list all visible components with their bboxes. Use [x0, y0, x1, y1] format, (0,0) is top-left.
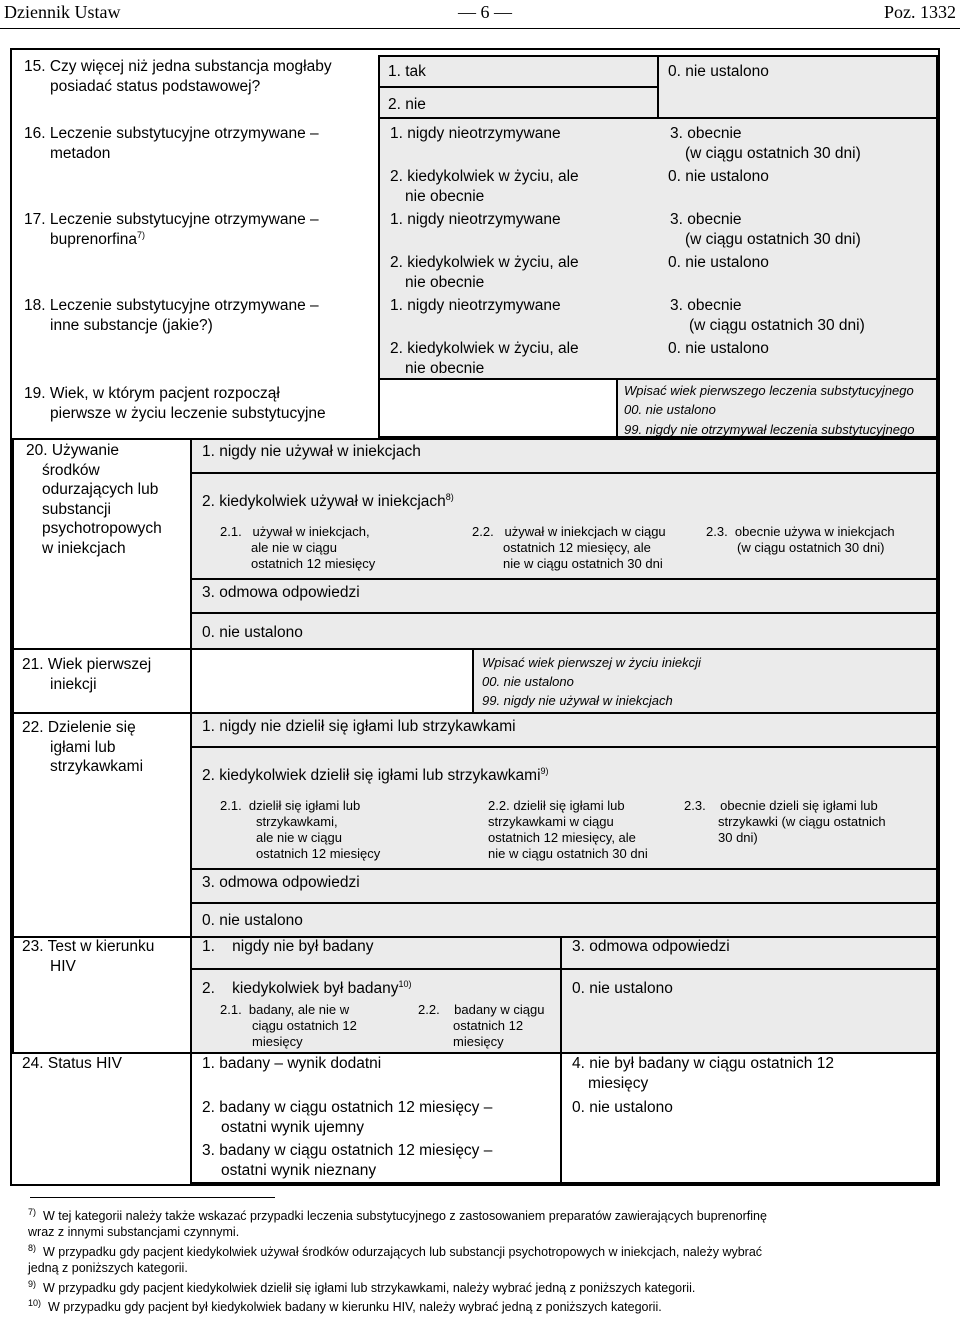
q17-footnote-ref: 7): [137, 229, 146, 240]
q20-footnote-ref: 8): [445, 491, 454, 502]
q20-opt-refused[interactable]: 3. odmowa odpowiedzi: [202, 584, 360, 601]
q20-opt-never[interactable]: 1. nigdy nie używał w iniekcjach: [202, 443, 421, 460]
q20-divider-2: [190, 578, 938, 580]
q22-label: 22. Dzielenie się igłami lub strzykawkami: [22, 719, 144, 775]
footnote-8: $^{8)}$ W przypadku gdy pacjent kiedykolwiek używał środków odurzających lub substancji psychotropowych w iniekcjach, należy wybrać jedną z poniższych kategorii.: [28, 1242, 763, 1275]
q23-opt-not-set[interactable]: 0. nie ustalono: [572, 980, 673, 997]
footnote-rule: [30, 1197, 275, 1198]
q22-opt-2-2[interactable]: 2.2. dzielił się igłami lub strzykawkami w ciągu ostatnich 12 miesięcy, ale nie w ciągu ostatnich 30 dni: [488, 798, 648, 861]
q23-divider-1: [190, 968, 938, 970]
q20-label: 20. Używanie środków odurzających lub substancji psychotropowych w iniekcjach: [26, 442, 162, 557]
q20-opt-2-3[interactable]: 2.3. obecnie używa w iniekcjach (w ciągu ostatnich 30 dni): [706, 524, 895, 555]
q20-opt-not-set[interactable]: 0. nie ustalono: [202, 624, 303, 641]
q24-opt-unknown[interactable]: 3. badany w ciągu ostatnich 12 miesięcy – ostatni wynik nieznany: [202, 1142, 493, 1179]
q18-opt-ever[interactable]: 2. kiedykolwiek w życiu, ale nie obecnie: [390, 340, 579, 377]
q24-opt-not-tested[interactable]: 4. nie był badany w ciągu ostatnich 12 miesięcy: [572, 1055, 834, 1092]
q15-opt-yes[interactable]: 1. tak: [388, 63, 426, 80]
q18-opt-not-set[interactable]: 0. nie ustalono: [668, 340, 769, 357]
q21-hint: Wpisać wiek pierwszej w życiu iniekcji: [482, 655, 701, 670]
q16-label: 16. Leczenie substytucyjne otrzymywane – metadon: [24, 125, 319, 162]
q22-opt-2-1[interactable]: 2.1. dzielił się igłami lub strzykawkami, ale nie w ciągu ostatnich 12 miesięcy: [220, 798, 381, 861]
q22-divider-1: [190, 746, 938, 748]
q19-opt-not-set[interactable]: 00. nie ustalono: [624, 402, 716, 417]
page-number: — 6 —: [458, 2, 512, 22]
q23-vdivider: [560, 936, 562, 1054]
q17-opt-ever[interactable]: 2. kiedykolwiek w życiu, ale nie obecnie: [390, 254, 579, 291]
q15-opt-not-set[interactable]: 0. nie ustalono: [668, 63, 769, 80]
q21-age-input[interactable]: [190, 648, 474, 714]
q23-footnote-ref: 10): [398, 978, 412, 989]
position-number: Poz. 1332: [884, 2, 956, 22]
q18-opt-never[interactable]: 1. nigdy nieotrzymywane: [390, 297, 561, 314]
q20-divider-3: [190, 612, 938, 614]
q16-opt-not-set[interactable]: 0. nie ustalono: [668, 168, 769, 185]
q24-opt-negative[interactable]: 2. badany w ciągu ostatnich 12 miesięcy – ostatni wynik ujemny: [202, 1099, 493, 1136]
q15-divider: [378, 86, 659, 88]
header-rule: [0, 28, 960, 29]
q20-opt-ever[interactable]: 2. kiedykolwiek używał w iniekcjach$^{8)}$: [202, 491, 454, 510]
q21-opt-never[interactable]: 99. nigdy nie używał w iniekcjach: [482, 693, 673, 708]
q22-opt-refused[interactable]: 3. odmowa odpowiedzi: [202, 874, 360, 891]
q23-label: 23. Test w kierunku HIV: [22, 938, 155, 975]
q22-footnote-ref: 9): [540, 765, 549, 776]
q23-opt-2-2[interactable]: 2.2. badany w ciągu ostatnich 12 miesięcy: [418, 1002, 545, 1049]
q19-label: 19. Wiek, w którym pacjent rozpoczął pierwsze w życiu leczenie substytucyjne: [24, 385, 326, 422]
q24-opt-not-set[interactable]: 0. nie ustalono: [572, 1099, 673, 1116]
q16-opt-ever[interactable]: 2. kiedykolwiek w życiu, ale nie obecnie: [390, 168, 579, 205]
q15-opt-no[interactable]: 2. nie: [388, 96, 426, 113]
q19-age-input[interactable]: [378, 378, 618, 438]
q17-label: 17. Leczenie substytucyjne otrzymywane – buprenorfina$^{7)}$: [24, 211, 319, 248]
q24-opt-positive[interactable]: 1. badany – wynik dodatni: [202, 1055, 382, 1072]
q17-opt-current[interactable]: 3. obecnie (w ciągu ostatnich 30 dni): [670, 211, 861, 248]
q15-label: 15. Czy więcej niż jedna substancja mogłaby posiadać status podstawowej?: [24, 58, 332, 95]
q19-hint: Wpisać wiek pierwszego leczenia substytucyjnego: [624, 383, 914, 398]
q21-opt-not-set[interactable]: 00. nie ustalono: [482, 674, 574, 689]
q20-opt-2-1[interactable]: 2.1. używał w iniekcjach, ale nie w ciągu ostatnich 12 miesięcy: [220, 524, 376, 571]
q20-opt-2-2[interactable]: 2.2. używał w iniekcjach w ciągu ostatnich 12 miesięcy, ale nie w ciągu ostatnich 30 dni: [472, 524, 666, 571]
footnote-7: $^{7)}$ W tej kategorii należy także wskazać przypadki leczenia substytucyjnego z zastosowaniem preparatów zawierających buprenorfinę wraz z innymi substancjami czynnymi.: [28, 1206, 767, 1239]
page-header: [0, 0, 960, 27]
q24-label: 24. Status HIV: [22, 1055, 122, 1072]
q16-opt-current[interactable]: 3. obecnie (w ciągu ostatnich 30 dni): [670, 125, 861, 162]
q18-opt-current[interactable]: 3. obecnie (w ciągu ostatnich 30 dni): [670, 297, 865, 334]
q22-opt-2-3[interactable]: 2.3. obecnie dzieli się igłami lub strzykawki (w ciągu ostatnich 30 dni): [684, 798, 886, 845]
q23-opt-ever[interactable]: 2. kiedykolwiek był badany$^{10)}$: [202, 978, 412, 997]
footnote-9: $^{9)}$ W przypadku gdy pacjent kiedykolwiek dzielił się igłami lub strzykawkami, należy wybrać jedną z poniższych kategorii.: [28, 1278, 696, 1295]
q17-opt-not-set[interactable]: 0. nie ustalono: [668, 254, 769, 271]
q18-label: 18. Leczenie substytucyjne otrzymywane – inne substancje (jakie?): [24, 297, 319, 334]
q19-opt-never[interactable]: 99. nigdy nie otrzymywał leczenia substytucyjnego: [624, 422, 915, 437]
journal-title: Dziennik Ustaw: [4, 2, 121, 22]
q24-vdivider: [560, 1052, 562, 1184]
q22-divider-3: [190, 902, 938, 904]
q20-divider-1: [190, 472, 938, 474]
q16-opt-never[interactable]: 1. nigdy nieotrzymywane: [390, 125, 561, 142]
q23-opt-never[interactable]: 1. nigdy nie był badany: [202, 938, 374, 955]
q21-label: 21. Wiek pierwszej iniekcji: [22, 656, 152, 693]
q23-opt-2-1[interactable]: 2.1. badany, ale nie w ciągu ostatnich 12 miesięcy: [220, 1002, 357, 1049]
footnote-10: $^{10)}$ W przypadku gdy pacjent był kiedykolwiek badany w kierunku HIV, należy wybrać jedną z poniższych kategorii.: [28, 1297, 662, 1314]
q22-opt-ever[interactable]: 2. kiedykolwiek dzielił się igłami lub strzykawkami$^{9)}$: [202, 765, 549, 784]
q22-opt-not-set[interactable]: 0. nie ustalono: [202, 912, 303, 929]
q23-opt-refused[interactable]: 3. odmowa odpowiedzi: [572, 938, 730, 955]
q22-divider-2: [190, 868, 938, 870]
q22-opt-never[interactable]: 1. nigdy nie dzielił się igłami lub strzykawkami: [202, 718, 516, 735]
q17-opt-never[interactable]: 1. nigdy nieotrzymywane: [390, 211, 561, 228]
